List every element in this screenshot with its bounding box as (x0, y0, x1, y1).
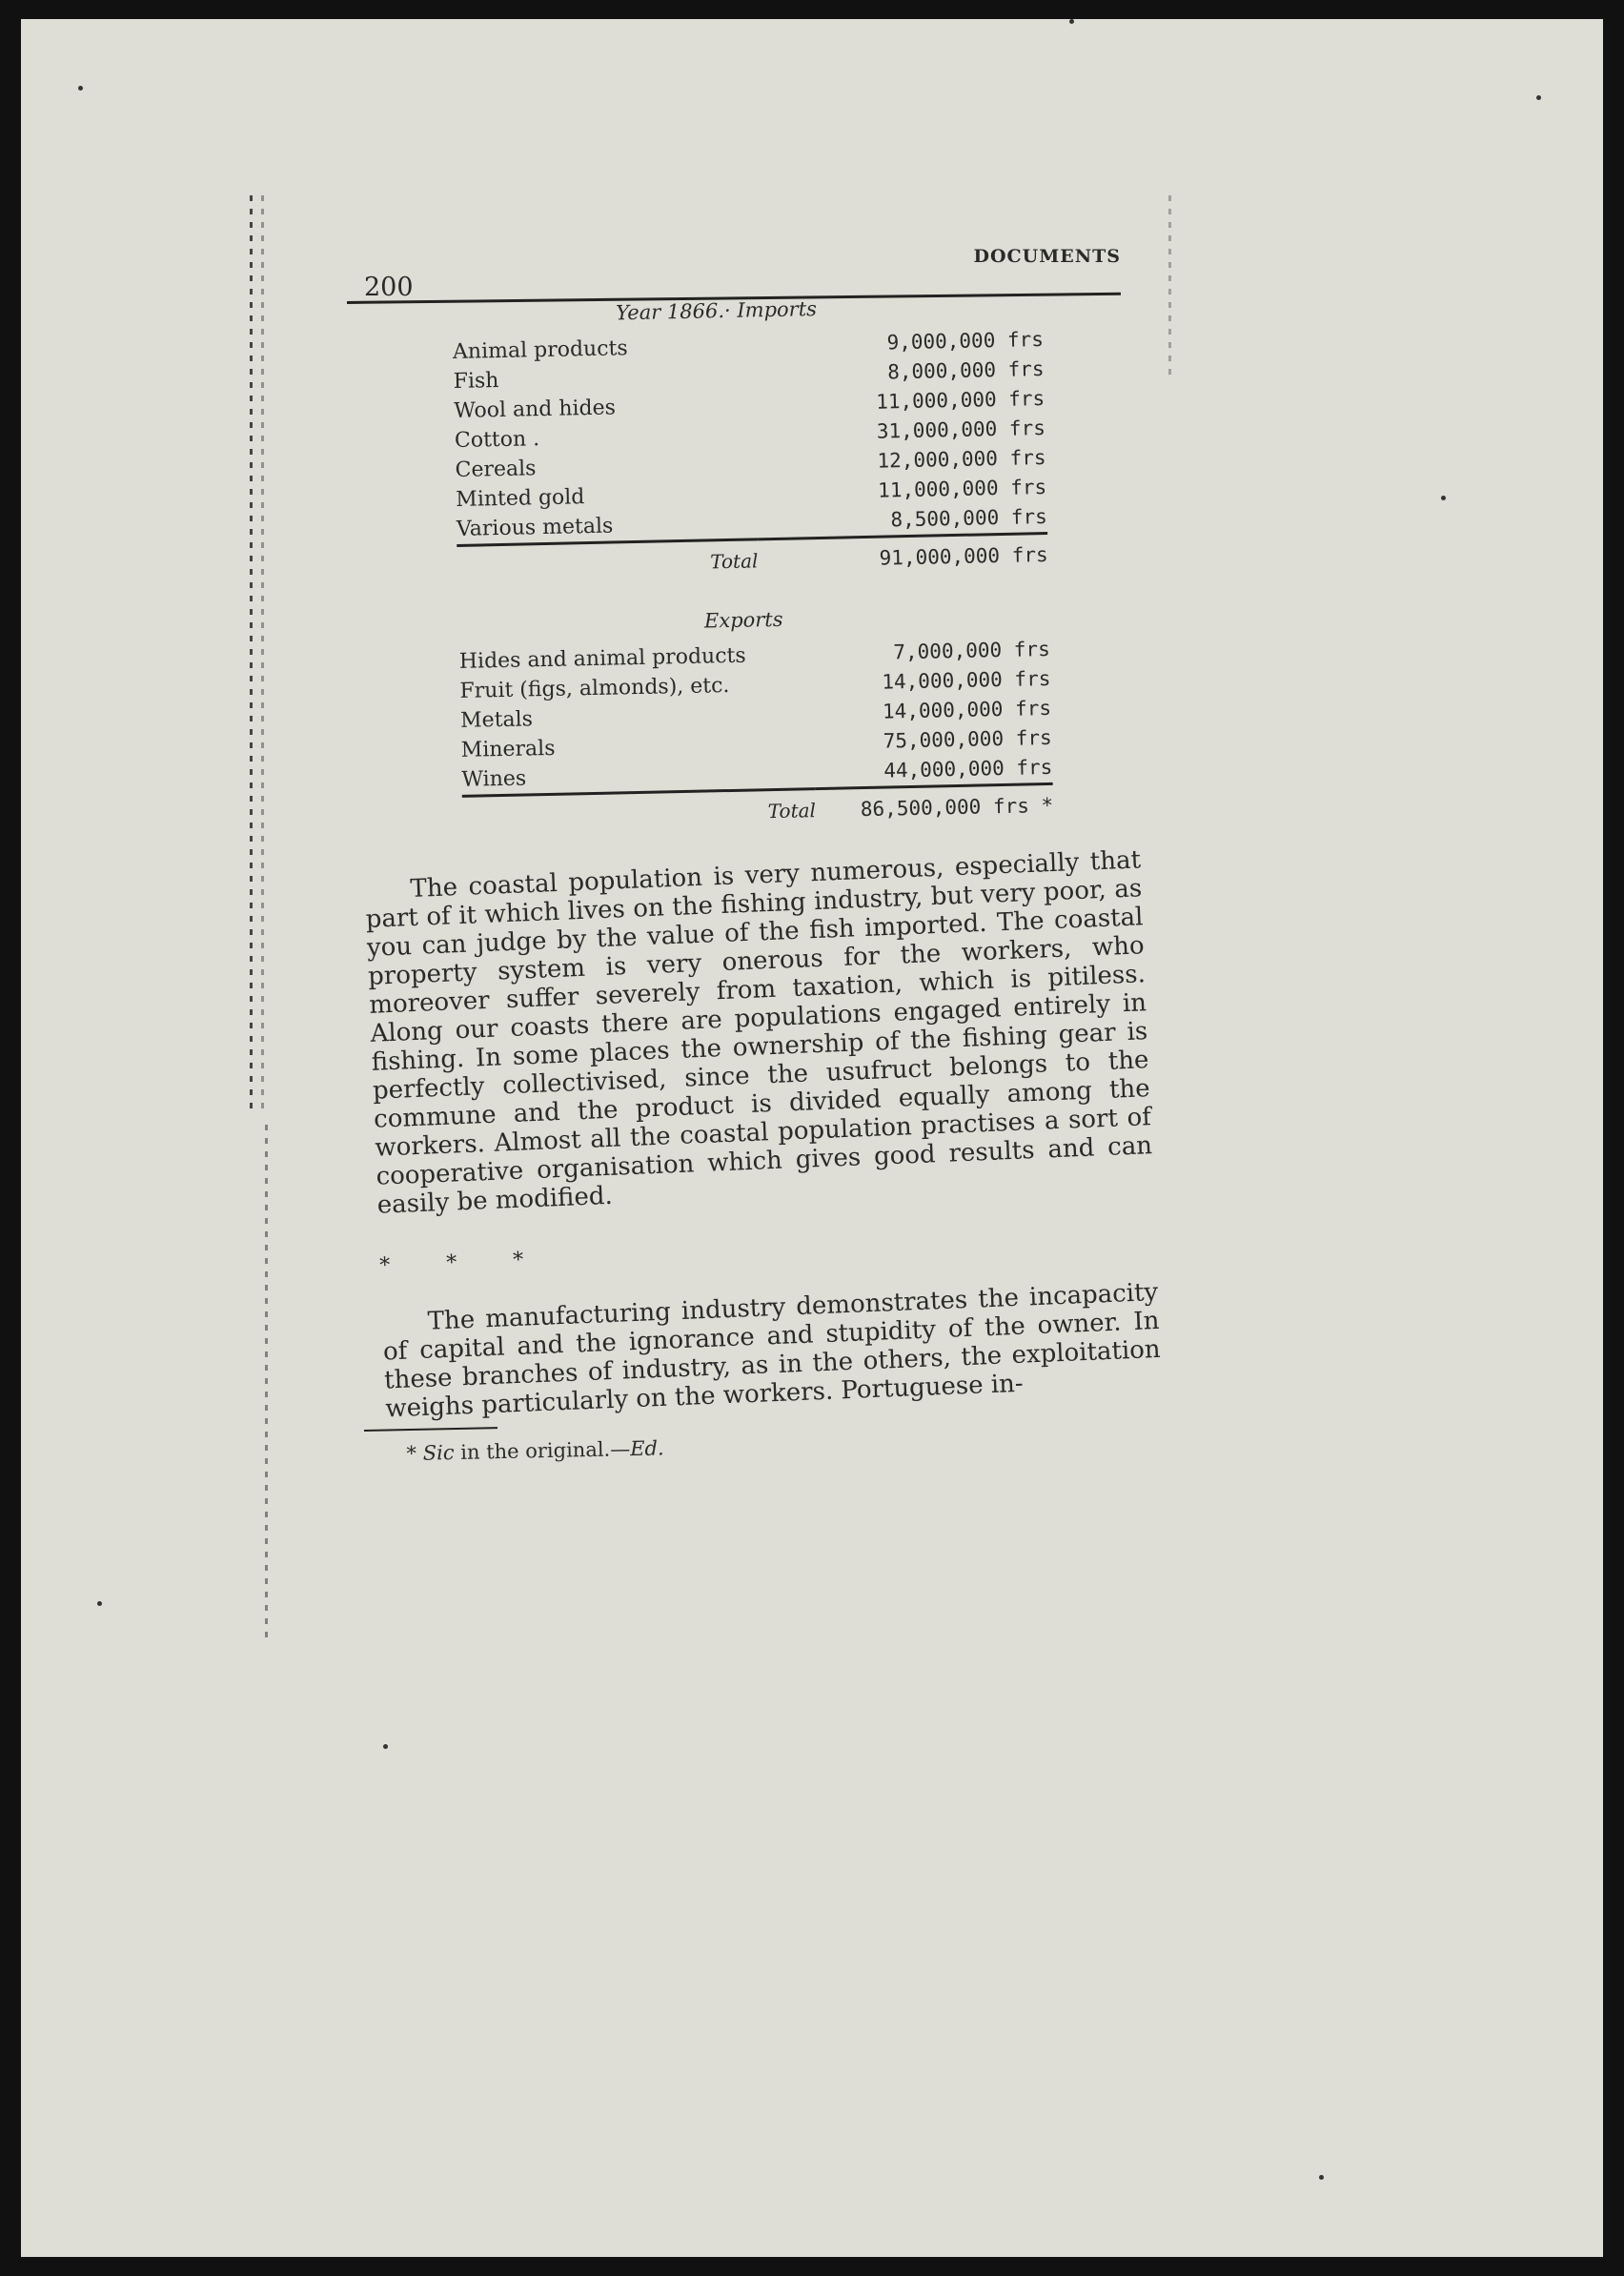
imports-amount: 9,000,000 frs (886, 328, 1045, 355)
scan-speck (1441, 496, 1446, 500)
exports-item: Hides and animal products (458, 643, 746, 674)
trade-tables (452, 293, 1053, 833)
imports-item: Minted gold (456, 485, 585, 512)
footnote-body: in the original.— (454, 1437, 631, 1465)
footnote-text (364, 1433, 841, 1466)
section-separator: * * * (378, 1247, 549, 1278)
document-page (21, 19, 1603, 2257)
imports-total-label: Total (457, 539, 758, 582)
footnote-marker: * (406, 1441, 423, 1466)
footnote-sic: Sic (422, 1441, 455, 1465)
exports-item: Metals (459, 707, 534, 733)
exports-total-label: Total (462, 789, 816, 833)
imports-item: Cotton . (454, 427, 540, 453)
imports-item: Animal products (452, 336, 628, 364)
exports-amount: 14,000,000 frs (882, 666, 1051, 694)
imports-amount: 8,000,000 frs (886, 357, 1045, 384)
exports-amount: 75,000,000 frs (883, 725, 1052, 753)
scan-speck (383, 1744, 388, 1749)
body-text (364, 845, 1162, 1423)
imports-item: Cereals (455, 457, 537, 482)
binding-mark (1168, 195, 1171, 376)
exports-amount: 44,000,000 frs (883, 755, 1053, 782)
exports-amount: 14,000,000 frs (882, 696, 1052, 723)
scan-speck (1069, 19, 1074, 24)
scan-speck (78, 86, 83, 91)
imports-amount: 12,000,000 frs (877, 445, 1046, 473)
page-number: 200 (364, 273, 414, 302)
exports-item: Minerals (460, 736, 556, 762)
scan-speck (1536, 95, 1541, 100)
binding-mark (265, 1125, 268, 1639)
imports-table (453, 325, 1048, 582)
footnote-editor: Ed. (629, 1436, 664, 1461)
imports-item: Wool and hides (454, 396, 617, 423)
binding-mark (261, 195, 264, 1110)
imports-item: Fish (453, 368, 499, 394)
imports-item: Various metals (456, 514, 614, 541)
footnote (364, 1420, 842, 1466)
binding-mark (250, 195, 253, 1110)
exports-item: Fruit (figs, almonds), etc. (459, 673, 730, 703)
imports-total-amount: 91,000,000 frs (758, 533, 1048, 576)
exports-table (459, 635, 1054, 833)
imports-amount: 31,000,000 frs (876, 416, 1046, 443)
imports-amount: 11,000,000 frs (877, 475, 1047, 502)
exports-item: Wines (461, 766, 527, 792)
scan-speck (97, 1601, 102, 1606)
paragraph: The manufacturing industry demonstrates the incapacity of capital and the ignorance and stupidity of the owner. In these branches of industry, as in the others, the exploitation weighs particularly on the workers. Portuguese in- (382, 1277, 1162, 1424)
imports-amount: 11,000,000 frs (875, 386, 1045, 414)
footnote-rule (364, 1427, 497, 1432)
imports-title: Year 1866.· Imports (615, 296, 818, 325)
exports-amount: 7,000,000 frs (893, 637, 1050, 664)
exports-title: Exports (703, 607, 783, 633)
exports-total-amount: 86,500,000 frs * (815, 783, 1053, 825)
running-head: DOCUMENTS (973, 246, 1121, 267)
paragraph: The coastal population is very numerous, especially that part of it which lives on the fishing industry, but very poor, as you can judge by the value of the fish imported. The coastal property system is very onerous for the workers, who moreover suffer severely from taxation, which is pitiless. Along our coasts there are populations engaged entirely in fishing. In some places the ownership of the fishing gear is perfectly collectivised, since the usufruct belongs to the commune and the product is divided equally among the workers. Almost all the coastal population practises a sort of cooperative organisation which gives good results and can easily be modified. (365, 845, 1153, 1220)
imports-amount: 8,500,000 frs (890, 504, 1048, 532)
scan-speck (1319, 2175, 1324, 2180)
